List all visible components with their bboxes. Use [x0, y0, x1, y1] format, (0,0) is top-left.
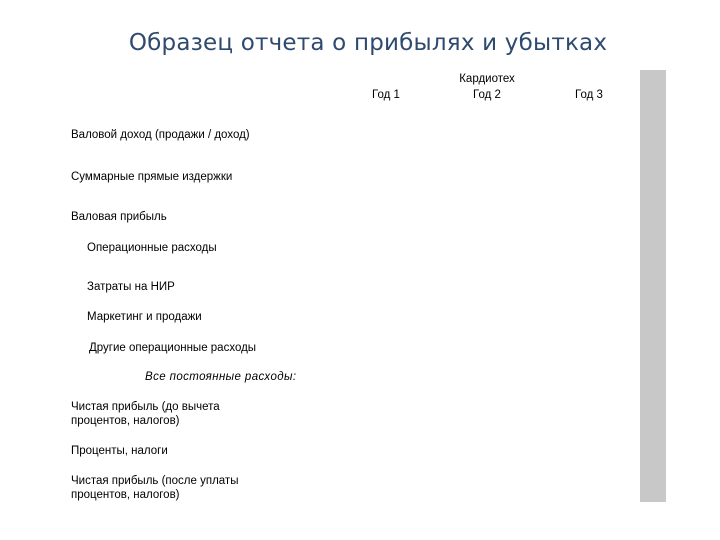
column-header-year-3: Год 3	[575, 89, 603, 101]
row-operating-expenses: Операционные расходы	[87, 242, 217, 254]
row-gross-profit: Валовая прибыль	[71, 211, 167, 223]
row-net-profit-before-line-2: процентов, налогов)	[71, 415, 180, 427]
column-header-year-1: Год 1	[372, 89, 400, 101]
side-bar	[640, 70, 666, 502]
row-net-profit-after-line-1: Чистая прибыль (после уплаты	[71, 475, 239, 487]
row-marketing-sales: Маркетинг и продажи	[87, 311, 202, 323]
row-other-operating: Другие операционные расходы	[89, 342, 257, 354]
row-rnd-costs: Затраты на НИР	[87, 281, 175, 293]
row-total-fixed-costs: Все постоянные расходы:	[145, 371, 297, 383]
row-interest-taxes: Проценты, налоги	[71, 445, 168, 457]
page-title: Образец отчета о прибылях и убытках	[128, 30, 608, 56]
row-net-profit-after-line-2: процентов, налогов)	[71, 489, 180, 501]
company-label: Кардиотех	[459, 73, 515, 85]
column-header-year-2: Год 2	[473, 89, 501, 101]
row-direct-costs: Суммарные прямые издержки	[71, 171, 233, 183]
row-gross-revenue: Валовой доход (продажи / доход)	[71, 129, 250, 141]
row-net-profit-before-line-1: Чистая прибыль (до вычета	[71, 401, 220, 413]
